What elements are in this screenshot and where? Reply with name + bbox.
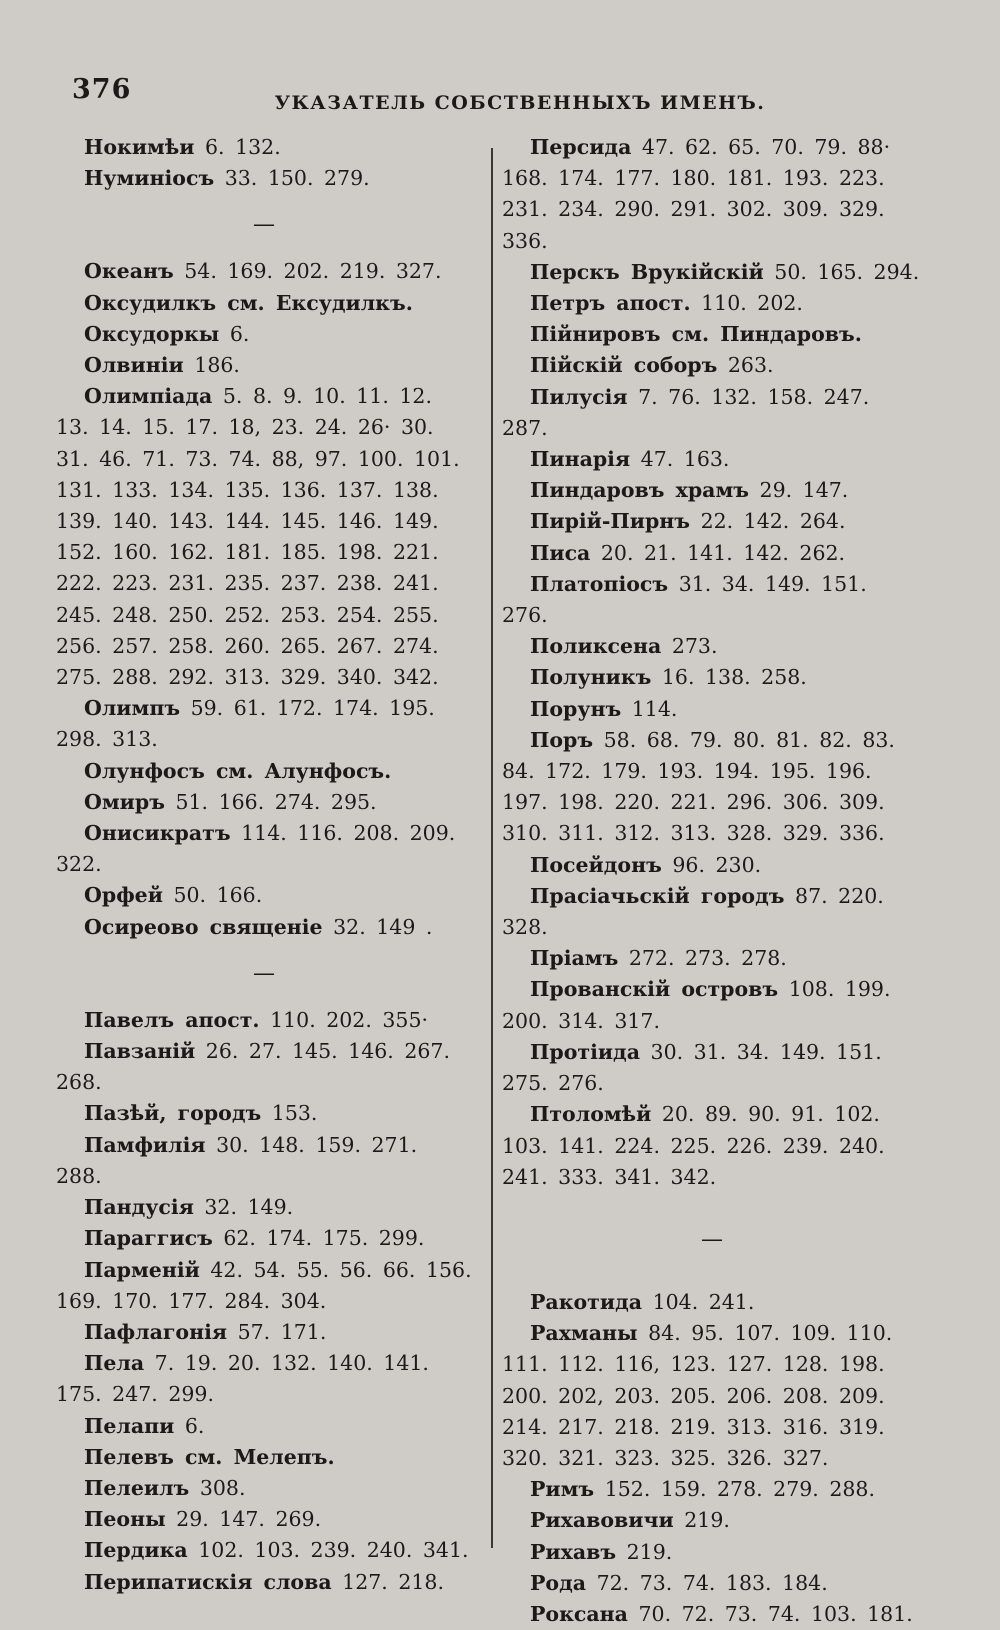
entry-page-refs: 219. — [626, 1539, 673, 1564]
index-entry — [56, 1098, 472, 1129]
entry-page-refs: 22. 142. 264. — [700, 509, 846, 534]
index-entry — [56, 1255, 472, 1317]
entry-name: Протіида — [530, 1039, 641, 1064]
entry-page-refs: 84. 95. 107. 109. 110. 111. 112. 116, 123. 127. 128. 198. 200. 202, 203. 205. 206. 208. 209. 214. 217. 218. 219. 313. 316. 319. 320. 321. 323. 325. 326. 327. — [502, 1321, 893, 1470]
index-entry — [56, 880, 472, 911]
entry-page-refs: 50. 165. 294. — [774, 259, 920, 284]
index-entry — [56, 1473, 472, 1504]
index-entry — [502, 1099, 922, 1193]
entry-name: Пазѣй, городъ — [84, 1101, 262, 1126]
entry-name: Парменій — [84, 1257, 200, 1282]
entry-page-refs: 6. — [229, 321, 250, 346]
page-number: 376 — [72, 74, 132, 105]
index-entry — [56, 350, 472, 381]
entry-name: Рода — [530, 1570, 587, 1595]
entry-page-refs: 59. 61. 172. 174. 195. 298. 313. — [56, 696, 435, 752]
index-entry — [502, 444, 922, 475]
entry-name: Параггисъ — [84, 1226, 213, 1251]
entry-page-refs: 29. 147. 269. — [176, 1507, 322, 1532]
index-entry — [56, 256, 472, 287]
entry-page-refs: 6. 132. — [205, 135, 281, 159]
index-entry — [56, 1130, 472, 1192]
entry-page-refs: 47. 163. — [640, 447, 730, 472]
entry-page-refs: 273. — [671, 634, 718, 659]
entry-page-refs: 20. 21. 141. 142. 262. — [600, 540, 846, 565]
index-entry — [56, 1005, 472, 1036]
entry-page-refs: 16. 138. 258. — [661, 665, 807, 690]
entry-name: Пела — [84, 1351, 145, 1376]
entry-page-refs: 47. 62. 65. 70. 79. 88· 168. 174. 177. 180. 181. 193. 223. 231. 234. 290. 291. 302. 309. 329. 336. — [502, 135, 891, 253]
entry-name: Персида — [530, 135, 632, 159]
index-entry — [502, 1568, 922, 1599]
entry-name: Ракотида — [530, 1289, 643, 1314]
index-entry — [502, 319, 922, 350]
index-entry — [502, 943, 922, 974]
entry-name: Пинарія — [530, 447, 631, 472]
index-column-right — [502, 132, 922, 1630]
entry-name: Полуникъ — [530, 665, 652, 690]
index-entry — [56, 1567, 472, 1598]
entry-name: Пеоны — [84, 1507, 166, 1532]
index-entry — [502, 631, 922, 662]
entry-name: Роксана — [530, 1601, 628, 1626]
entry-page-refs: 7. 76. 132. 158. 247. 287. — [502, 384, 870, 440]
entry-name: Перскъ Врукійскій — [530, 259, 764, 284]
index-entry — [56, 1535, 472, 1566]
entry-page-refs: 108. 199. 200. 314. 317. — [502, 977, 891, 1033]
entry-name: Пафлагонія — [84, 1319, 228, 1344]
entry-name: Олимпіада — [84, 384, 213, 409]
entry-page-refs: 5. 8. 9. 10. 11. 12. 13. 14. 15. 17. 18, 23. 24. 26· 30. 31. 46. 71. 73. 74. 88, 97. 100. 101. 131. 133. 134. 135. 136. 137. 138. 139. 140. 143. 144. 145. 146. 149. 152. 160. 162. 181. 185. 198. 221. 222. 223. 231. 235. 237. 238. 241. 245. 248. 250. 252. 253. 254. 255. 256. 257. 258. 260. 265. 267. 274. 275. 288. 292. 313. 329. 340. 342. — [56, 384, 460, 690]
entry-name: Океанъ — [84, 259, 174, 284]
entry-name: Оксудоркы — [84, 321, 220, 346]
entry-page-refs: 152. 159. 278. 279. 288. — [604, 1477, 875, 1502]
entry-page-refs: 29. 147. — [759, 478, 849, 503]
entry-page-refs: 127. 218. — [342, 1569, 444, 1594]
entry-page-refs: 30. 148. 159. 271. 288. — [56, 1132, 418, 1188]
entry-page-refs: 31. 34. 149. 151. 276. — [502, 571, 867, 628]
index-entry — [56, 319, 472, 350]
entry-name: Писа — [530, 540, 591, 565]
letter-separator: — — [701, 1226, 723, 1252]
letter-separator: — — [253, 960, 275, 986]
index-entry — [502, 850, 922, 881]
index-entry — [502, 725, 922, 850]
entry-page-refs: 110. 202. 355· — [270, 1007, 429, 1032]
entry-name: Прованскій островъ — [530, 977, 779, 1002]
entry-page-refs: 114. 116. 208. 209. 322. — [56, 821, 456, 877]
index-entry — [502, 1599, 922, 1630]
entry-name: Петръ апост. — [530, 291, 691, 316]
entry-name: Птоломѣй — [530, 1102, 652, 1127]
entry-page-refs: 20. 89. 90. 91. 102. 103. 141. 224. 225. 226. 239. 240. 241. 333. 341. 342. — [502, 1102, 885, 1189]
entry-page-refs: 26. 27. 145. 146. 267. 268. — [56, 1039, 450, 1095]
index-entry — [56, 1192, 472, 1223]
entry-name: Пелевъ см. Мелепъ. — [84, 1444, 335, 1469]
entry-page-refs: 114. — [631, 696, 678, 721]
entry-name: Рахманы — [530, 1321, 638, 1346]
entry-name: Пійнировъ см. Пиндаровъ. — [530, 322, 862, 347]
entry-name: Павелъ апост. — [84, 1007, 260, 1032]
entry-name: Порунъ — [530, 696, 622, 721]
index-entry — [56, 693, 472, 755]
entry-name: Поликсена — [530, 634, 662, 659]
entry-page-refs: 54. 169. 202. 219. 327. — [184, 259, 442, 284]
entry-page-refs: 72. 73. 74. 183. 184. — [596, 1570, 828, 1595]
entry-name: Павзаній — [84, 1039, 196, 1064]
entry-name: Перипатискія слова — [84, 1569, 332, 1594]
index-entry — [502, 475, 922, 506]
entry-page-refs: 33. 150. 279. — [224, 166, 370, 191]
index-entry — [502, 569, 922, 631]
entry-page-refs: 110. 202. — [701, 291, 803, 316]
entry-name: Поръ — [530, 727, 594, 752]
entry-page-refs: 102. 103. 239. 240. 341. — [198, 1538, 469, 1563]
entry-page-refs: 58. 68. 79. 80. 81. 82. 83. 84. 172. 179. 193. 194. 195. 196. 197. 198. 220. 221. 296. 306. 309. 310. 311. 312. 313. 328. 329. 336. — [502, 727, 895, 846]
entry-name: Пійскій соборъ — [530, 353, 718, 378]
entry-page-refs: 30. 31. 34. 149. 151. 275. 276. — [502, 1039, 882, 1096]
entry-page-refs: 308. — [199, 1475, 246, 1500]
entry-page-refs: 7. 19. 20. 132. 140. 141. 175. 247. 299. — [56, 1351, 429, 1407]
entry-name: Пелапи — [84, 1413, 175, 1438]
entry-page-refs: 51. 166. 274. 295. — [175, 789, 377, 814]
index-entry — [56, 1317, 472, 1348]
entry-name: Пилусія — [530, 384, 628, 409]
entry-name: Пріамъ — [530, 946, 619, 971]
letter-separator: — — [253, 212, 275, 238]
index-entry — [56, 818, 472, 880]
index-entry — [56, 1348, 472, 1410]
index-entry — [502, 694, 922, 725]
index-entry — [502, 1037, 922, 1099]
entry-page-refs: 263. — [727, 353, 774, 378]
index-entry — [56, 912, 472, 943]
index-entry — [502, 1505, 922, 1536]
index-entry — [56, 288, 472, 319]
entry-name: Римъ — [530, 1477, 595, 1502]
index-entry — [502, 350, 922, 381]
entry-name: Орфей — [84, 883, 163, 908]
index-entry — [502, 662, 922, 693]
index-entry — [56, 1442, 472, 1473]
entry-page-refs: 6. — [184, 1413, 205, 1438]
index-entry — [56, 1036, 472, 1098]
entry-name: Оксудилкъ см. Ексудилкъ. — [84, 290, 413, 315]
entry-name: Пирій-Пирнъ — [530, 509, 691, 534]
entry-name: Омиръ — [84, 789, 165, 814]
entry-name: Пелеилъ — [84, 1475, 190, 1500]
entry-page-refs: 32. 149 . — [333, 914, 433, 939]
entry-name: Пиндаровъ храмъ — [530, 478, 749, 503]
entry-page-refs: 62. 174. 175. 299. — [223, 1226, 425, 1251]
index-entry — [56, 381, 472, 693]
entry-name: Олвиніи — [84, 353, 184, 378]
index-entry — [502, 257, 922, 288]
index-entry — [56, 1504, 472, 1535]
entry-name: Рихавовичи — [530, 1508, 674, 1533]
entry-name: Рихавъ — [530, 1539, 617, 1564]
entry-name: Олимпъ — [84, 696, 181, 721]
entry-page-refs: 272. 273. 278. — [628, 946, 787, 971]
entry-page-refs: 50. 166. — [173, 883, 263, 908]
index-entry — [56, 787, 472, 818]
entry-name: Онисикратъ — [84, 821, 231, 846]
entry-page-refs: 96. 230. — [672, 852, 762, 877]
entry-name: Осиреово священіе — [84, 914, 323, 939]
index-entry — [502, 1474, 922, 1505]
index-entry — [56, 163, 472, 194]
entry-name: Платопіосъ — [530, 571, 669, 596]
index-entry — [502, 382, 922, 444]
index-entry — [502, 538, 922, 569]
index-entry — [56, 1223, 472, 1254]
entry-name: Нуминіосъ — [84, 166, 215, 191]
entry-page-refs: 87. 220. 328. — [502, 883, 884, 940]
entry-page-refs: 57. 171. — [237, 1319, 327, 1344]
entry-name: Пандусія — [84, 1195, 194, 1220]
index-entry — [502, 506, 922, 537]
entry-name: Памфилія — [84, 1132, 206, 1157]
entry-name: Прасіачьскій городъ — [530, 883, 785, 908]
index-entry — [502, 132, 922, 257]
entry-name: Олунфосъ см. Алунфосъ. — [84, 758, 392, 783]
entry-page-refs: 104. 241. — [652, 1289, 755, 1314]
index-entry — [502, 1287, 922, 1318]
entry-name: Посейдонъ — [530, 852, 662, 877]
index-entry — [502, 288, 922, 319]
index-entry — [502, 881, 922, 943]
index-entry — [56, 132, 472, 163]
entry-page-refs: 32. 149. — [204, 1195, 294, 1220]
index-entry — [56, 756, 472, 787]
entry-page-refs: 70. 72. 73. 74. 103. 181. — [638, 1601, 913, 1626]
column-divider — [491, 148, 493, 1548]
index-entry — [502, 1318, 922, 1474]
index-entry — [502, 974, 922, 1036]
index-entry — [502, 1537, 922, 1568]
entry-page-refs: 153. — [271, 1101, 318, 1126]
entry-name: Нокимѣи — [84, 135, 195, 159]
entry-page-refs: 219. — [684, 1508, 730, 1533]
entry-page-refs: 42. 54. 55. 56. 66. 156. 169. 170. 177. 284. 304. — [56, 1257, 472, 1313]
index-column-left — [56, 132, 472, 1598]
index-entry — [56, 1411, 472, 1442]
entry-page-refs: 186. — [194, 353, 240, 378]
running-head: УКАЗАТЕЛЬ СОБСТВЕННЫХЪ ИМЕНЪ. — [274, 92, 766, 114]
entry-name: Пердика — [84, 1538, 188, 1563]
